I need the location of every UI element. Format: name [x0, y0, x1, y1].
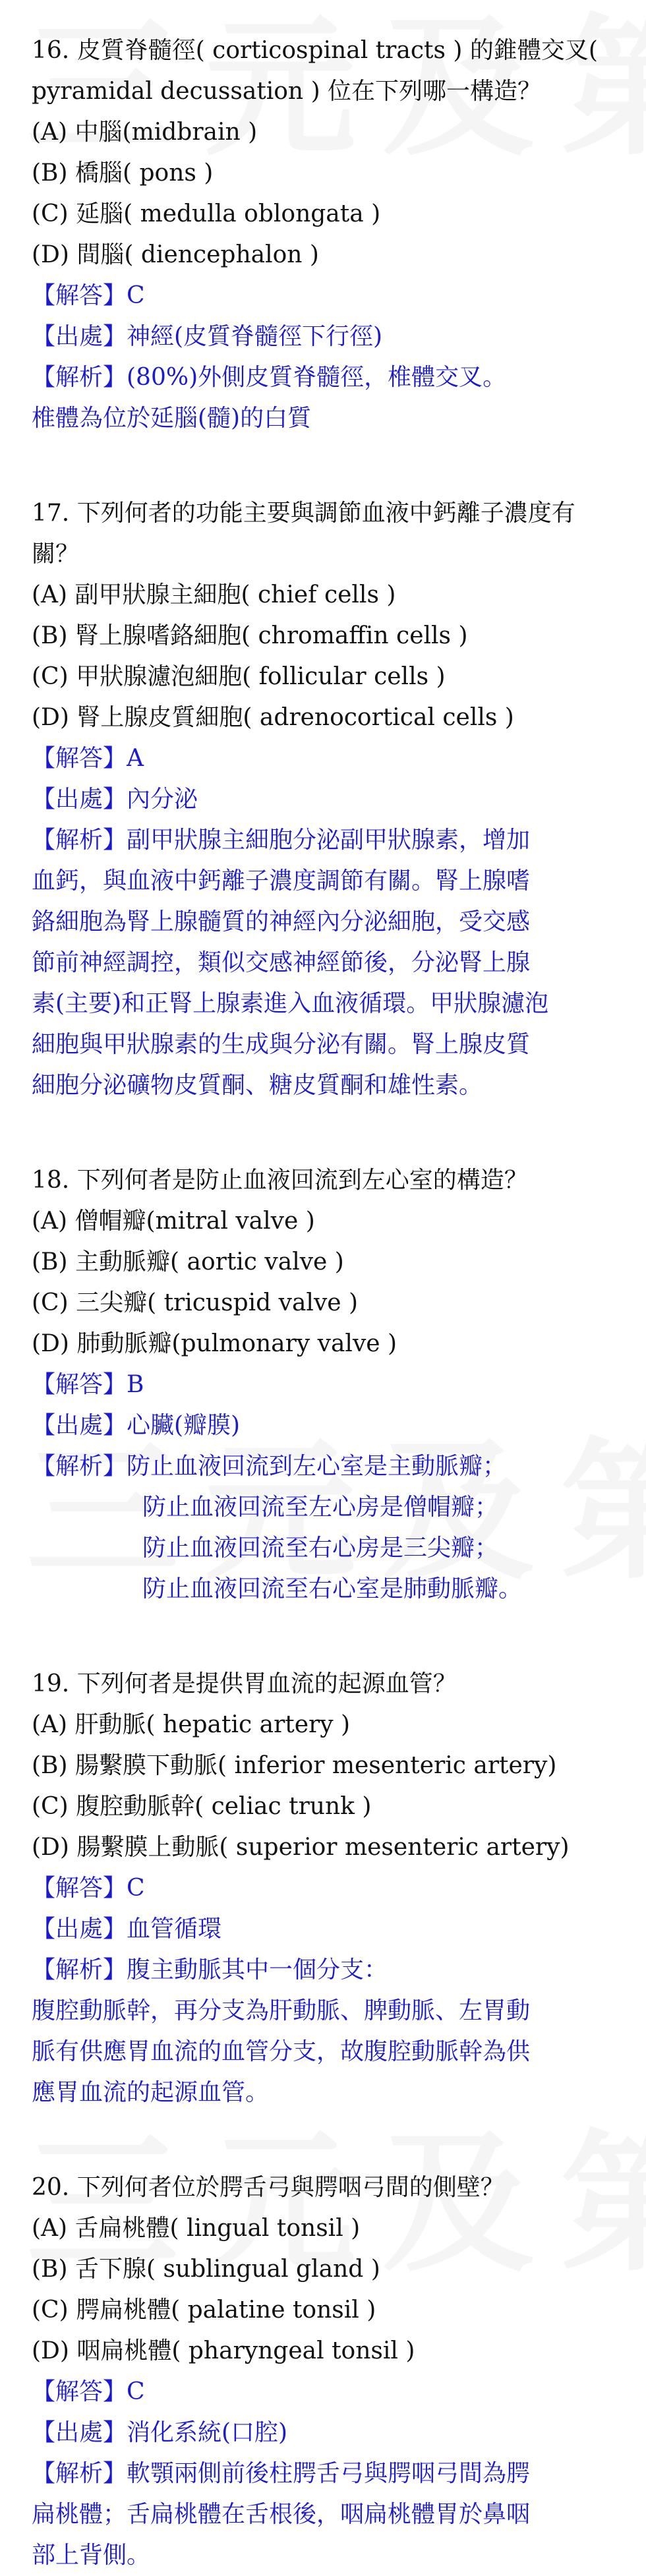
answer-label: 【解答】: [32, 1371, 127, 1398]
source-label: 【出處】: [32, 786, 127, 813]
question-stem: 19. 下列何者是提供胃血流的起源血管？: [32, 1670, 457, 1697]
question-18: [32, 1160, 614, 1610]
option-d: (D) 腸繫膜上動脈( superior mesenteric artery): [32, 1834, 570, 1861]
option-b: (B) 主動脈瓣( aortic valve ): [32, 1248, 344, 1275]
explanation-text: 扁桃體；舌扁桃體在舌根後，咽扁桃體胃於鼻咽: [32, 2501, 531, 2528]
answer-label: 【解答】: [32, 745, 127, 772]
explanation-text: 防止血液回流至右心房是三尖瓣；: [142, 1535, 499, 1562]
answer-value: B: [127, 1371, 144, 1398]
option-b: (B) 腸繫膜下動脈( inferior mesenteric artery): [32, 1752, 557, 1779]
answer-line: [32, 1868, 614, 1909]
question-20: [32, 2167, 614, 2576]
answer-line: [32, 276, 614, 316]
explanation-text: 防止血液回流到左心室是主動脈瓣；: [127, 1453, 507, 1480]
explanation-text: 腹主動脈其中一個分支：: [127, 1956, 388, 1983]
option-a: (A) 肝動脈( hepatic artery ): [32, 1711, 351, 1738]
option-b: (B) 舌下腺( sublingual gland ): [32, 2256, 380, 2283]
answer-line: [32, 2372, 614, 2413]
answer-label: 【解答】: [32, 282, 127, 309]
source-label: 【出處】: [32, 2419, 127, 2446]
question-16: [32, 30, 614, 439]
source-value: 消化系統(口腔): [127, 2419, 288, 2446]
option-c: (C) 腹腔動脈幹( celiac trunk ): [32, 1793, 372, 1820]
answer-value: C: [127, 2378, 145, 2405]
explanation-text: 鉻細胞為腎上腺髓質的神經內分泌細胞，受交感: [32, 908, 531, 935]
explain-label: 【解析】: [32, 1956, 127, 1983]
option-d: (D) 間腦( diencephalon ): [32, 241, 319, 268]
explanation-line: [32, 1446, 614, 1487]
option-c: (C) 甲狀腺濾泡細胞( follicular cells ): [32, 663, 446, 690]
option-b: (B) 橋腦( pons ): [32, 160, 214, 187]
explanation-line: [32, 820, 614, 861]
explanation-text: 節前神經調控，類似交感神經節後，分泌腎上腺: [32, 949, 531, 976]
option-d: (D) 咽扁桃體( pharyngeal tonsil ): [32, 2337, 415, 2364]
explain-label: 【解析】: [32, 827, 127, 854]
explanation-text: 部上背側。: [32, 2542, 151, 2569]
answer-label: 【解答】: [32, 2378, 127, 2405]
option-a: (A) 僧帽瓣(mitral valve ): [32, 1208, 315, 1235]
option-c: (C) 三尖瓣( tricuspid valve ): [32, 1289, 359, 1316]
answer-line: [32, 1364, 614, 1405]
source-label: 【出處】: [32, 1412, 127, 1439]
explanation-text: 素(主要)和正腎上腺素進入血液循環。甲狀腺濾泡: [32, 990, 549, 1017]
question-stem: 20. 下列何者位於腭舌弓與腭咽弓間的側壁？: [32, 2174, 504, 2201]
answer-value: C: [127, 1875, 145, 1902]
option-a: (A) 中腦(midbrain ): [32, 119, 258, 146]
explanation-text: 椎體為位於延腦(髓)的白質: [32, 405, 312, 432]
explain-label: 【解析】: [32, 2460, 127, 2487]
explanation-line: [32, 1950, 614, 1991]
option-c: (C) 腭扁桃體( palatine tonsil ): [32, 2297, 376, 2324]
option-b: (B) 腎上腺嗜鉻細胞( chromaffin cells ): [32, 622, 468, 649]
source-line: [32, 1405, 614, 1446]
explanation-text: 副甲狀腺主細胞分泌副甲狀腺素，增加: [127, 827, 531, 854]
option-a: (A) 副甲狀腺主細胞( chief cells ): [32, 581, 396, 608]
explanation-text: 血鈣，與血液中鈣離子濃度調節有關。腎上腺嗜: [32, 867, 531, 894]
source-line: [32, 2413, 614, 2453]
explanation-text: 防止血液回流至右心室是肺動脈瓣。: [142, 1575, 523, 1602]
source-label: 【出處】: [32, 1916, 127, 1943]
explanation-text: 細胞與甲狀腺素的生成與分泌有關。腎上腺皮質: [32, 1031, 531, 1058]
option-c: (C) 延腦( medulla oblongata ): [32, 200, 381, 227]
source-value: 內分泌: [127, 786, 198, 813]
source-label: 【出處】: [32, 323, 127, 350]
explanation-text: 腹腔動脈幹，再分支為肝動脈、脾動脈、左胃動: [32, 1997, 531, 2024]
answer-label: 【解答】: [32, 1875, 127, 1902]
explanation-line: [32, 357, 614, 398]
option-a: (A) 舌扁桃體( lingual tonsil ): [32, 2215, 361, 2242]
source-value: 血管循環: [127, 1916, 222, 1943]
explanation-text: 防止血液回流至左心房是僧帽瓣；: [142, 1494, 499, 1521]
explanation-text: 應胃血流的起源血管。: [32, 2079, 270, 2106]
question-17: [32, 493, 614, 1106]
explanation-text: (80%)外側皮質脊髓徑，椎體交叉。: [127, 364, 507, 391]
source-line: [32, 316, 614, 357]
option-d: (D) 肺動脈瓣(pulmonary valve ): [32, 1330, 397, 1357]
answer-value: C: [127, 282, 145, 309]
question-stem: 17. 下列何者的功能主要與調節血液中鈣離子濃度有關？: [32, 500, 575, 568]
source-value: 心臟(瓣膜): [127, 1412, 241, 1439]
question-19: [32, 1664, 614, 2113]
explanation-text: 軟顎兩側前後柱腭舌弓與腭咽弓間為腭: [127, 2460, 531, 2487]
explanation-line: [32, 2453, 614, 2494]
source-line: [32, 1909, 614, 1950]
explain-label: 【解析】: [32, 1453, 127, 1480]
source-value: 神經(皮質脊髓徑下行徑): [127, 323, 383, 350]
source-line: [32, 779, 614, 820]
question-stem: 16. 皮質脊髓徑( corticospinal tracts ) 的錐體交叉( pyramidal decussation ) 位在下列哪一構造？: [32, 37, 598, 105]
explanation-text: 細胞分泌礦物皮質酮、糖皮質酮和雄性素。: [32, 1072, 483, 1099]
explain-label: 【解析】: [32, 364, 127, 391]
answer-line: [32, 738, 614, 779]
answer-value: A: [127, 745, 144, 772]
question-stem: 18. 下列何者是防止血液回流到左心室的構造？: [32, 1167, 528, 1194]
explanation-text: 脈有供應胃血流的血管分支，故腹腔動脈幹為供: [32, 2038, 531, 2065]
option-d: (D) 腎上腺皮質細胞( adrenocortical cells ): [32, 704, 514, 731]
